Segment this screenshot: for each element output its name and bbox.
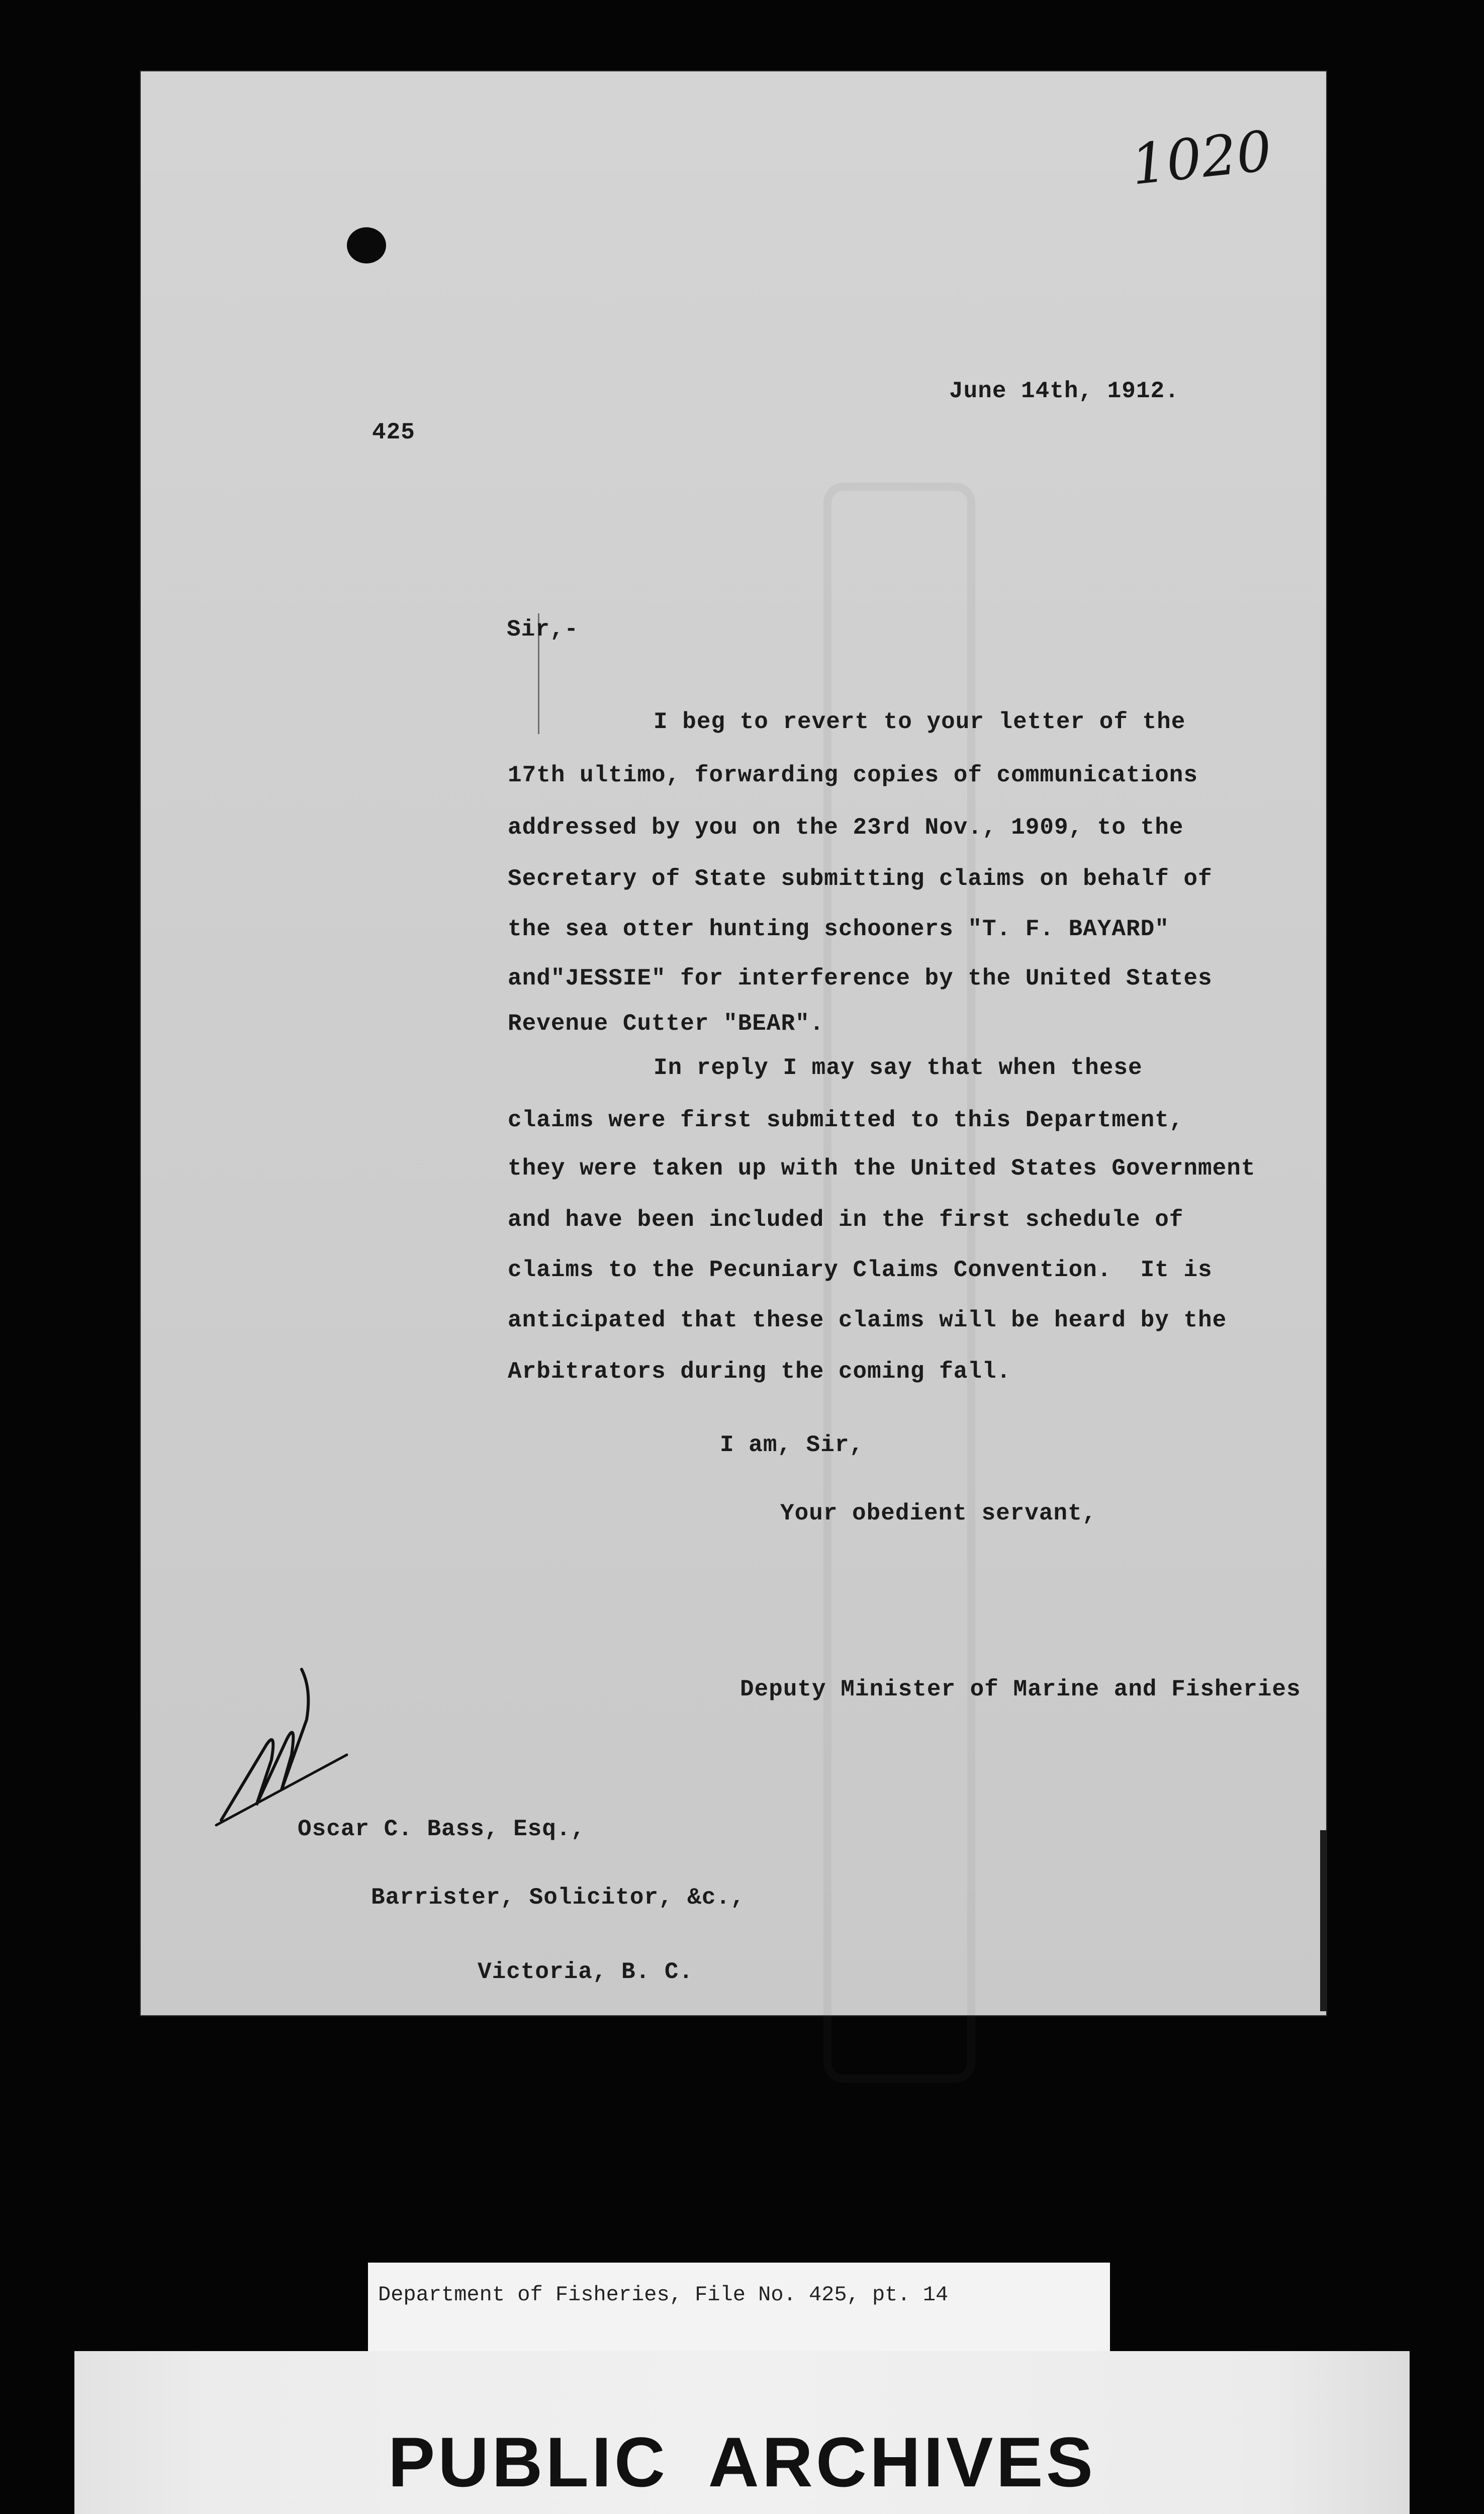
body-line: Arbitrators during the coming fall.	[508, 1359, 1011, 1385]
body-line: claims were first submitted to this Department,	[508, 1107, 1184, 1133]
recipient-name: Oscar C. Bass, Esq.,	[298, 1816, 586, 1842]
file-reference: 425	[372, 419, 415, 445]
body-line: I beg to revert to your letter of the	[654, 709, 1186, 735]
body-line: 17th ultimo, forwarding copies of communications	[508, 762, 1198, 788]
archives-title-en: PUBLIC ARCHIVES	[388, 2422, 1096, 2501]
file-label-text: Department of Fisheries, File No. 425, pt. 14	[378, 2283, 949, 2307]
body-line: Secretary of State submitting claims on behalf of	[508, 866, 1213, 892]
file-label	[368, 2263, 1110, 2353]
handwritten-page-number: 1020	[1128, 118, 1275, 198]
body-line: anticipated that these claims will be heard by the	[508, 1307, 1227, 1333]
body-line: they were taken up with the United States Government	[508, 1155, 1256, 1182]
body-line: Revenue Cutter "BEAR".	[508, 1011, 824, 1037]
body-line: In reply I may say that when these	[654, 1055, 1143, 1081]
closing-line: I am, Sir,	[720, 1432, 864, 1458]
archives-card	[74, 2351, 1410, 2514]
body-line: the sea otter hunting schooners "T. F. BAYARD"	[508, 916, 1169, 942]
letter-date: June 14th, 1912.	[949, 378, 1179, 404]
recipient-city: Victoria, B. C.	[478, 1959, 694, 1985]
body-line: and have been included in the first schedule of	[508, 1207, 1184, 1233]
punch-hole	[347, 227, 386, 263]
signature-title: Deputy Minister of Marine and Fisheries	[740, 1676, 1301, 1702]
salutation: Sir,-	[507, 616, 579, 643]
body-line: claims to the Pecuniary Claims Convention. It is	[508, 1257, 1213, 1283]
body-line: and"JESSIE" for interference by the United States	[508, 965, 1213, 992]
recipient-title: Barrister, Solicitor, &c.,	[371, 1884, 745, 1911]
handwritten-initials	[211, 1659, 352, 1830]
body-line: addressed by you on the 23rd Nov., 1909, to the	[508, 815, 1184, 841]
closing-line: Your obedient servant,	[780, 1500, 1097, 1527]
